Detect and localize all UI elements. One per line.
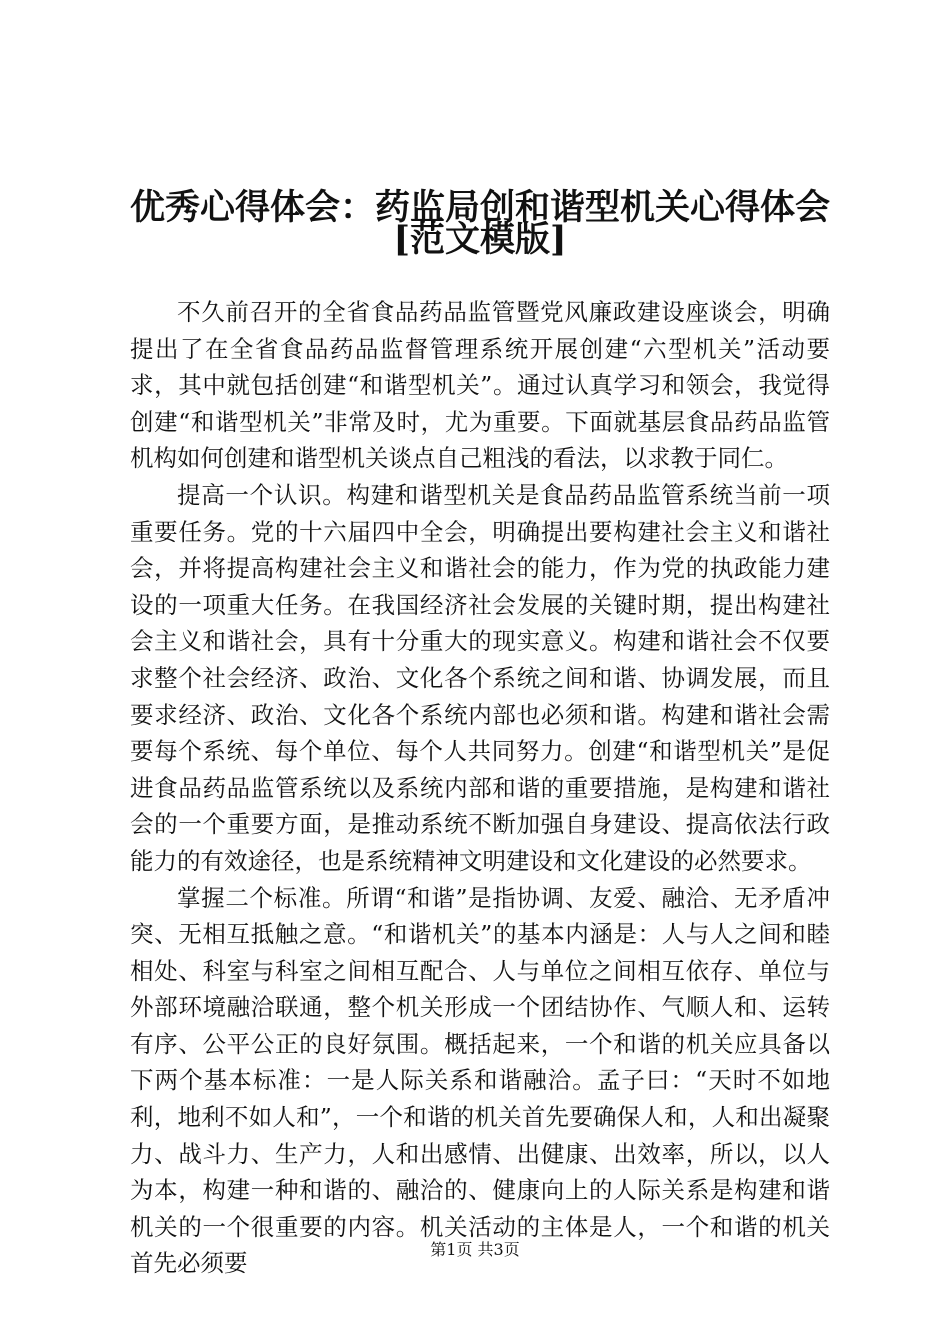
document-subtitle: [范文模版] (393, 219, 567, 260)
document-title: 优秀心得体会：药监局创和谐型机关心得体会 (129, 187, 830, 228)
paragraph-standards: 掌握二个标准。所谓“和谐”是指协调、友爱、融洽、无矛盾冲突、无相互抵触之意。“和谐机关”的基本内涵是：人与人之间和睦相处、科室与科室之间相互配合、人与单位之间相互依存、单位与外部环境融洽联通，整个机关形成一个团结协作、气顺人和、运转有序、公平公正的良好氛围。概括起来，一个和谐的机关应具备以下两个基本标准：一是人际关系和谐融洽。孟子曰：“天时不如地利，地利不如人和”，一个和谐的机关首先要确保人和，人和出凝聚力、战斗力、生产力，人和出感情、出健康、出效率，所以，以人为本，构建一种和谐的、融洽的、健康向上的人际关系是构建和谐机关的一个很重要的内容。机关活动的主体是人，一个和谐的机关首先必须要 (130, 883, 830, 1278)
paragraph-intro: 不久前召开的全省食品药品监管暨党风廉政建设座谈会，明确提出了在全省食品药品监督管理系统开展创建“六型机关”活动要求，其中就包括创建“和谐型机关”。通过认真学习和领会，我觉得创建“和谐型机关”非常及时，尤为重要。下面就基层食品药品监管机构如何创建和谐型机关谈点自己粗浅的看法，以求教于同仁。 (130, 298, 830, 473)
page-number-footer: 第1页 共3页 (430, 1240, 520, 1259)
document-body (130, 294, 830, 1282)
paragraph-recognition: 提高一个认识。构建和谐型机关是食品药品监管系统当前一项重要任务。党的十六届四中全会，明确提出要构建社会主义和谐社会，并将提高构建社会主义和谐社会的能力，作为党的执政能力建设的一项重大任务。在我国经济社会发展的关键时期，提出构建社会主义和谐社会，具有十分重大的现实意义。构建和谐社会不仅要求整个社会经济、政治、文化各个系统之间和谐、协调发展，而且要求经济、政治、文化各个系统内部也必须和谐。构建和谐社会需要每个系统、每个单位、每个人共同努力。创建“和谐型机关”是促进食品药品监管系统以及系统内部和谐的重要措施，是构建和谐社会的一个重要方面，是推动系统不断加强自身建设、提高依法行政能力的有效途径，也是系统精神文明建设和文化建设的必然要求。 (130, 480, 830, 875)
